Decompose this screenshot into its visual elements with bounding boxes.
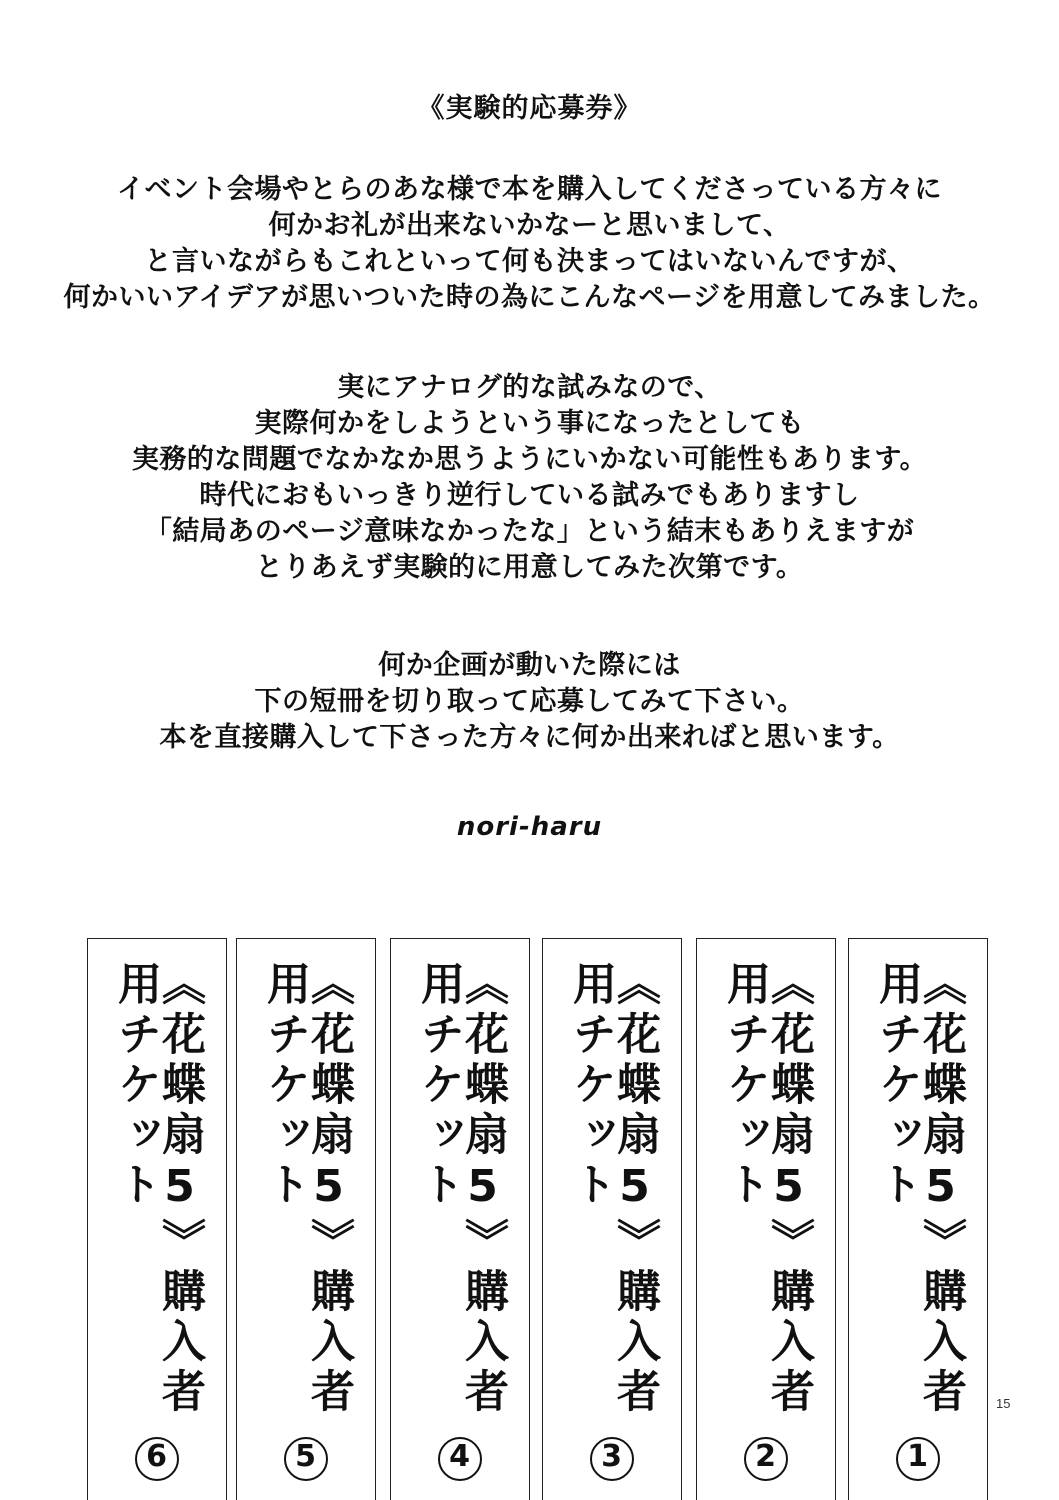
paragraph-line: 何かいいアイデアが思いついた時の為にこんなページを用意してみました。 [63,282,996,313]
paragraph-line: イベント会場やとらのあな様で本を購入してくださっている方々に [117,174,942,205]
caveat-paragraph [0,370,1059,586]
instruction-paragraph [0,648,1059,756]
ticket-label: 《花蝶扇5》購入者用チケット [565,961,660,1418]
paragraph-line: とりあえず実験的に用意してみた次第です。 [255,552,804,583]
author-signature: nori-haru [456,812,603,842]
ticket-label: 《花蝶扇5》購入者用チケット [413,961,508,1418]
ticket-strips [0,938,1059,1478]
paragraph-line: 何か企画が動いた際には [378,650,681,681]
paragraph-line: 何かお礼が出来ないかなーと思いまして、 [268,210,791,241]
ticket-number-circle: 3 [590,1437,634,1481]
ticket-label: 《花蝶扇5》購入者用チケット [871,961,966,1418]
ticket-number-circle: 5 [284,1437,328,1481]
page-number: 15 [996,1396,1011,1411]
paragraph-line: 実際何かをしようという事になったとしても [254,408,805,439]
ticket-number-circle: 1 [896,1437,940,1481]
paragraph-line: 「結局あのページ意味なかったな」という結末もありえますが [144,516,915,547]
ticket-strip-6[interactable] [87,938,227,1500]
paragraph-line: 実務的な問題でなかなか思うようにいかない可能性もあります。 [131,444,928,475]
ticket-number-circle: 6 [135,1437,179,1481]
ticket-strip-3[interactable] [542,938,682,1500]
ticket-strip-1[interactable] [848,938,988,1500]
paragraph-line: 時代におもいっきり逆行している試みでもありますし [199,480,860,511]
paragraph-line: 下の短冊を切り取って応募してみて下さい。 [254,686,805,717]
paragraph-line: 本を直接購入して下さった方々に何か出来ればと思います。 [159,722,900,753]
ticket-label: 《花蝶扇5》購入者用チケット [110,961,205,1418]
paragraph-line: 実にアナログ的な試みなので、 [337,372,722,403]
ticket-label: 《花蝶扇5》購入者用チケット [719,961,814,1418]
intro-paragraph [0,172,1059,316]
ticket-number-circle: 4 [438,1437,482,1481]
paragraph-line: と言いながらもこれといって何も決まってはいないんですが、 [144,246,915,277]
ticket-strip-4[interactable] [390,938,530,1500]
page-title: 《実験的応募券》 [417,93,642,124]
ticket-strip-5[interactable] [236,938,376,1500]
ticket-strip-2[interactable] [696,938,836,1500]
ticket-label: 《花蝶扇5》購入者用チケット [259,961,354,1418]
ticket-number-circle: 2 [744,1437,788,1481]
